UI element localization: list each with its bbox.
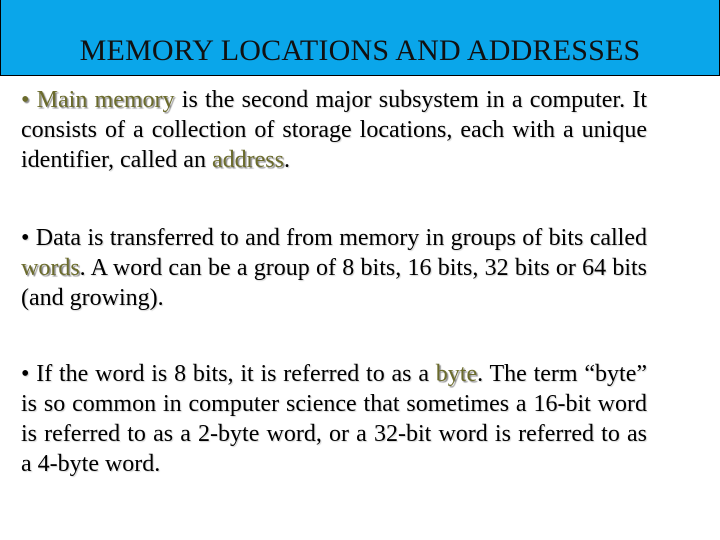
keyword-address: address bbox=[211, 147, 284, 173]
keyword-main-memory: Main memory bbox=[36, 87, 175, 113]
paragraph-main-memory bbox=[21, 85, 647, 175]
paragraph-text: . The term “byte” is so common in computer science that sometimes a 16-bit word is referred to as a 2-byte word, or a 32-bit word is referred to as a 4-byte word. bbox=[21, 361, 648, 477]
paragraph-text: • If the word is 8 bits, it is referred to as a bbox=[21, 361, 436, 387]
keyword-byte: byte bbox=[435, 361, 478, 387]
paragraph-text: . bbox=[283, 147, 290, 173]
paragraph-text: • Data is transferred to and from memory in groups of bits called bbox=[21, 225, 647, 251]
paragraph-text: is the second major subsystem in a computer. It consists of a collection of storage locations, each with a unique identifier, called an bbox=[21, 87, 648, 173]
paragraph-words bbox=[21, 223, 647, 313]
slide-title: MEMORY LOCATIONS AND ADDRESSES bbox=[79, 34, 641, 67]
keyword-words: words bbox=[21, 255, 80, 281]
bullet-marker: • bbox=[21, 87, 37, 113]
paragraph-byte bbox=[21, 359, 647, 479]
title-bar bbox=[0, 0, 720, 76]
paragraph-text: . A word can be a group of 8 bits, 16 bits, 32 bits or 64 bits (and growing). bbox=[21, 255, 647, 311]
